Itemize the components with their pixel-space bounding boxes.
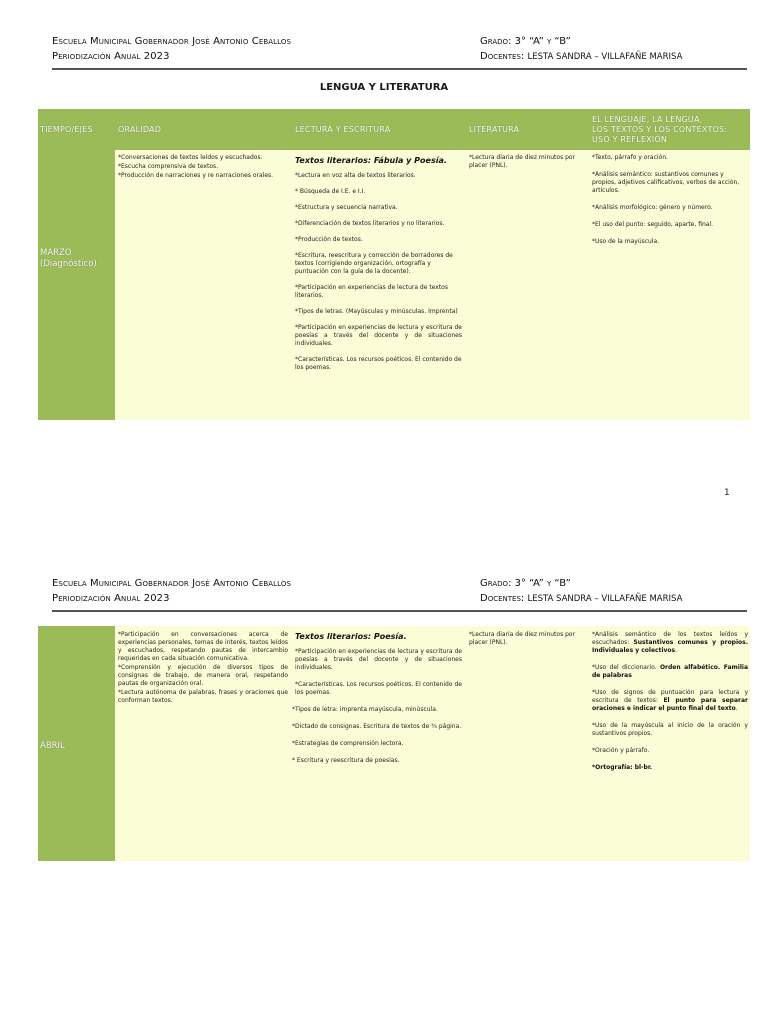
item-bold-text: El punto para separar oraciones e indicar el punto final del texto	[592, 697, 748, 712]
page-2	[0, 540, 768, 1024]
list-item: *Análisis morfológico: género y número.	[592, 204, 713, 211]
table-header-row	[38, 109, 750, 150]
march-axis-cell	[38, 150, 115, 420]
list-item: *Análisis semántico: sustantivos comunes y propios, adjetivos calificativos, verbos de acción, artículos.	[592, 171, 740, 194]
list-item: *Tipos de letra: imprenta mayúscula, minúscula.	[292, 706, 438, 713]
period-title: Periodización Anual 2023	[52, 593, 170, 604]
march-month: MARZO	[40, 248, 72, 258]
april-language-cell	[592, 631, 748, 776]
grade-label: Grado:	[480, 36, 512, 47]
list-item: * Escritura y reescritura de poesías.	[292, 757, 400, 764]
school-name: Escuela Municipal Gobernador José Antonio Ceballos	[52, 578, 292, 589]
header-rule	[52, 610, 747, 612]
item-text: *Uso de signos de puntuación para lectura y escritura de textos:	[592, 689, 748, 704]
teachers-line	[480, 49, 682, 65]
march-table	[38, 109, 750, 420]
march-literature-cell	[469, 154, 579, 174]
list-item: *Oración y párrafo.	[592, 747, 650, 754]
item-bold-text: *Ortografía: bl-br.	[592, 764, 653, 771]
list-item: *Tipos de letras. (Mayúsculas y minúsculas. Imprenta)	[295, 308, 458, 315]
period-title: Periodización Anual 2023	[52, 51, 170, 62]
teachers-line	[480, 591, 682, 607]
header-language	[592, 109, 744, 150]
list-item: *Diferenciación de textos literarios y no literarios.	[295, 220, 445, 227]
list-item: *Conversaciones de textos leídos y escuchados.	[118, 154, 263, 161]
header-reading-writing: LECTURA Y ESCRITURA	[295, 124, 391, 134]
march-reading-title: Textos literarios: Fábula y Poesía.	[295, 156, 447, 165]
item-text: .	[675, 647, 678, 654]
grade-value: 3° “A” y “B”	[514, 36, 571, 47]
school-name: Escuela Municipal Gobernador José Antonio Ceballos	[52, 36, 292, 47]
list-item: *Participación en experiencias de lectura de textos literarios.	[295, 284, 448, 299]
march-language-cell	[592, 154, 744, 250]
header-literature: LITERATURA	[469, 124, 520, 134]
march-orality-cell	[118, 154, 288, 181]
list-item: *Lectura en voz alta de textos literarios.	[295, 172, 416, 179]
teachers-value: LESTA SANDRA – VILLAFAÑE MARISA	[527, 594, 683, 604]
april-reading-cell	[292, 631, 462, 769]
list-item	[592, 631, 748, 655]
header-language-line-1: EL LENGUAJE, LA LENGUA,	[592, 114, 703, 124]
april-table	[38, 626, 750, 861]
list-item	[592, 689, 748, 713]
march-month-label	[40, 248, 97, 270]
grade-line	[480, 576, 571, 591]
list-item: *Participación en experiencias de lectura y escritura de poesías a través del docente y de situaciones individuales.	[295, 324, 462, 347]
list-item: *Características. Los recursos poéticos. El contenido de los poemas.	[295, 681, 462, 696]
list-item: *Participación en conversaciones acerca de experiencias personales, temas de interés, textos leídos y escuchados, respetando pautas de intercambio requeridas en cada situación comunicativa.	[118, 631, 288, 662]
april-literature-cell	[469, 631, 579, 651]
list-item: *Lectura diaria de diez minutos por placer (PNL).	[469, 154, 576, 169]
grade-value: 3° “A” y “B”	[514, 578, 571, 589]
list-item: *Texto, párrafo y oración.	[592, 154, 668, 161]
header-orality: ORALIDAD	[118, 124, 162, 134]
header-language-line-3: USO Y REFLEXIÓN	[592, 134, 668, 144]
list-item: *Comprensión y ejecución de diversos tipos de consignas de trabajo, de manera oral, respetando pautas de organización oral.	[118, 664, 288, 687]
april-month: ABRIL	[40, 741, 65, 751]
list-item: *Dictado de consignas. Escritura de textos de ¾ página.	[292, 723, 462, 730]
teachers-value: LESTA SANDRA – VILLAFAÑE MARISA	[527, 52, 683, 62]
march-note: (Diagnóstico)	[40, 259, 97, 269]
list-item: *Estrategias de comprensión lectora.	[292, 740, 404, 747]
item-bold-text: Sustantivos comunes y propios. Individuales y colectivos	[592, 639, 749, 654]
list-item: *Estructura y secuencia narrativa.	[295, 204, 398, 211]
page-header	[52, 34, 747, 64]
list-item: *Uso de la mayúscula al inicio de la oración y sustantivos propios.	[592, 722, 748, 737]
header-rule	[52, 68, 747, 70]
list-item: *Características. Los recursos poéticos. El contenido de los poemas.	[295, 356, 462, 371]
grade-line	[480, 34, 571, 49]
grade-label: Grado:	[480, 578, 512, 589]
teachers-label: Docentes:	[480, 593, 525, 604]
item-text: *Análisis semántico de los textos leídos y escuchados:	[592, 631, 748, 646]
list-item: *Escritura, reescritura y corrección de borradores de textos (corrigiendo organización, ortografía y puntuación con la guía de la docente).	[295, 252, 453, 275]
march-reading-cell	[295, 155, 462, 376]
subject-title: LENGUA Y LITERATURA	[319, 82, 449, 93]
page-number: 1	[724, 488, 730, 498]
list-item: *Producción de narraciones y re narraciones orales.	[118, 172, 274, 179]
teachers-label: Docentes:	[480, 51, 525, 62]
list-item: * Búsqueda de I.E. e I.I.	[295, 188, 366, 195]
list-item: *Producción de textos.	[295, 236, 363, 243]
list-item: *Uso de la mayúscula.	[592, 238, 660, 245]
page-header	[52, 576, 747, 606]
item-text: *Uso del diccionario.	[592, 664, 660, 671]
item-bold-text: Orden alfabético. Familia de palabras	[592, 664, 748, 679]
list-item	[592, 764, 748, 772]
list-item	[592, 664, 748, 680]
list-item: *Escucha comprensiva de textos.	[118, 163, 219, 170]
header-language-line-2: LOS TEXTOS Y LOS CONTEXTOS:	[592, 124, 728, 134]
april-orality-cell	[118, 631, 288, 706]
list-item: *Participación en experiencias de lectura y escritura de poesías a través del docente y de situaciones individuales.	[295, 648, 462, 671]
april-reading-title: Textos literarios: Poesía.	[295, 632, 407, 641]
list-item: *Lectura autónoma de palabras, frases y oraciones que conforman textos.	[118, 689, 288, 704]
item-text: .	[735, 705, 738, 712]
header-axis: TIEMPO/EJES	[40, 124, 93, 134]
list-item: *Lectura diaria de diez minutos por placer (PNL).	[469, 631, 576, 646]
list-item: *El uso del punto: seguido, aparte, final.	[592, 221, 714, 228]
april-axis-cell	[38, 626, 115, 861]
